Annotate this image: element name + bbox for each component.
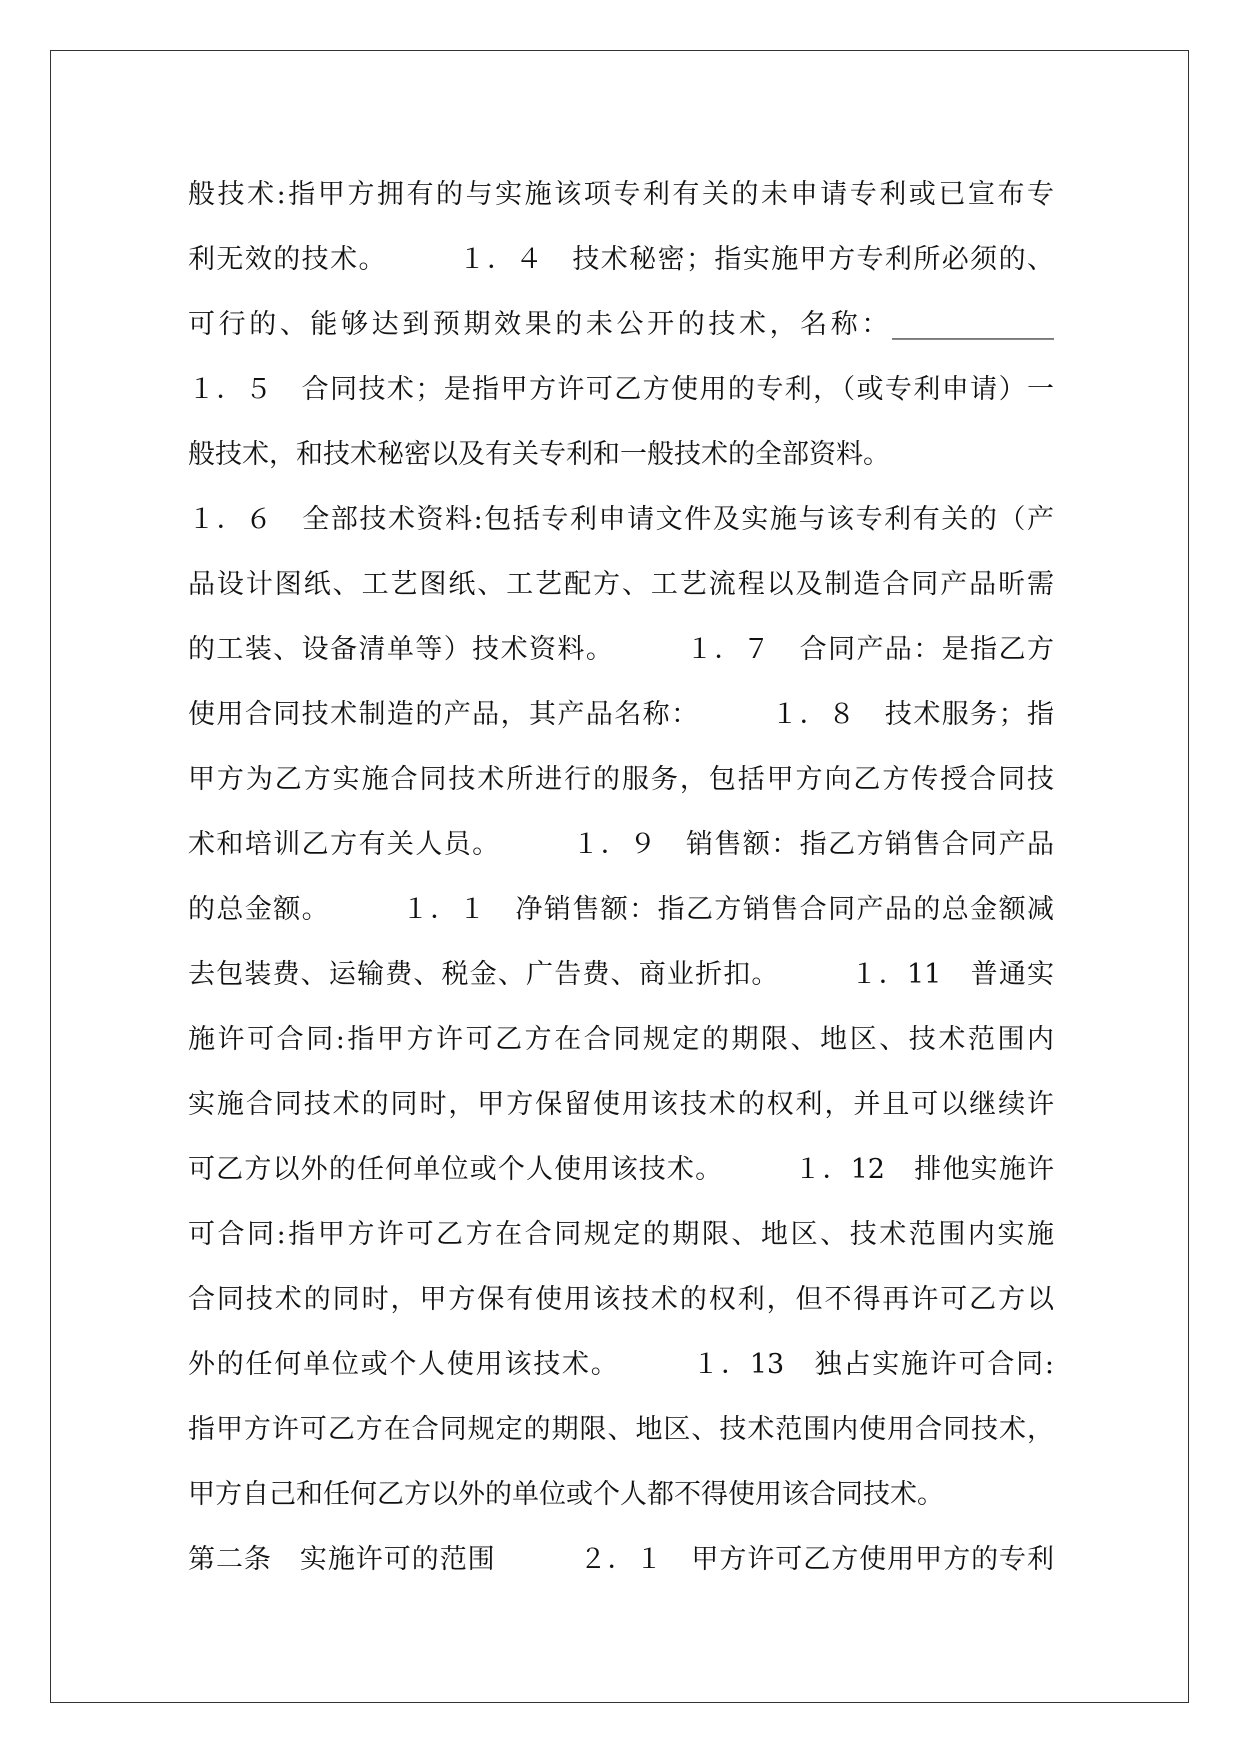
text-line: １．６ 全部技术资料:包括专利申请文件及实施与该专利有关的（产 xyxy=(188,504,1054,535)
text-line: 般技术，和技术秘密以及有关专利和一般技术的全部资料。 xyxy=(188,439,890,470)
text-line: 可合同:指甲方许可乙方在合同规定的期限、地区、技术范围内实施 xyxy=(188,1219,1054,1250)
text-line: １．５ 合同技术；是指甲方许可乙方使用的专利，（或专利申请）一 xyxy=(188,374,1054,405)
text-line: 般技术:指甲方拥有的与实施该项专利有关的未申请专利或已宣布专 xyxy=(188,179,1054,210)
text-line: 利无效的技术。 １．４ 技术秘密；指实施甲方专利所必须的、 xyxy=(188,244,1054,275)
text-line: 甲方自己和任何乙方以外的单位或个人都不得使用该合同技术。 xyxy=(188,1479,944,1510)
text-line: 去包装费、运输费、税金、广告费、商业折扣。 １．11 普通实 xyxy=(188,959,1054,990)
text-line: 品设计图纸、工艺图纸、工艺配方、工艺流程以及制造合同产品昕需 xyxy=(188,569,1054,600)
text-line: 的工装、设备清单等）技术资料。 １．７ 合同产品：是指乙方 xyxy=(188,634,1054,665)
text-line: 可乙方以外的任何单位或个人使用该技术。 １．12 排他实施许 xyxy=(188,1154,1054,1185)
text-line: 合同技术的同时，甲方保有使用该技术的权利，但不得再许可乙方以 xyxy=(188,1284,1054,1315)
text-line: 术和培训乙方有关人员。 １．９ 销售额：指乙方销售合同产品 xyxy=(188,829,1054,860)
text-line: 甲方为乙方实施合同技术所进行的服务，包括甲方向乙方传授合同技 xyxy=(188,764,1054,795)
text-line: 的总金额。 １．１ 净销售额：指乙方销售合同产品的总金额减 xyxy=(188,894,1054,925)
text-line: 实施合同技术的同时，甲方保留使用该技术的权利，并且可以继续许 xyxy=(188,1089,1054,1120)
text-line: 第二条 实施许可的范围 ２．１ 甲方许可乙方使用甲方的专利 xyxy=(188,1544,1054,1575)
text-line: 可行的、能够达到预期效果的未公开的技术，名称：____________ xyxy=(188,309,1054,340)
text-line: 外的任何单位或个人使用该技术。 １．13 独占实施许可合同: xyxy=(188,1349,1054,1380)
text-line: 指甲方许可乙方在合同规定的期限、地区、技术范围内使用合同技术， xyxy=(188,1414,1054,1445)
text-line: 施许可合同:指甲方许可乙方在合同规定的期限、地区、技术范围内 xyxy=(188,1024,1054,1055)
text-line: 使用合同技术制造的产品，其产品名称： １．８ 技术服务；指 xyxy=(188,699,1054,730)
document-body xyxy=(188,162,1054,1592)
